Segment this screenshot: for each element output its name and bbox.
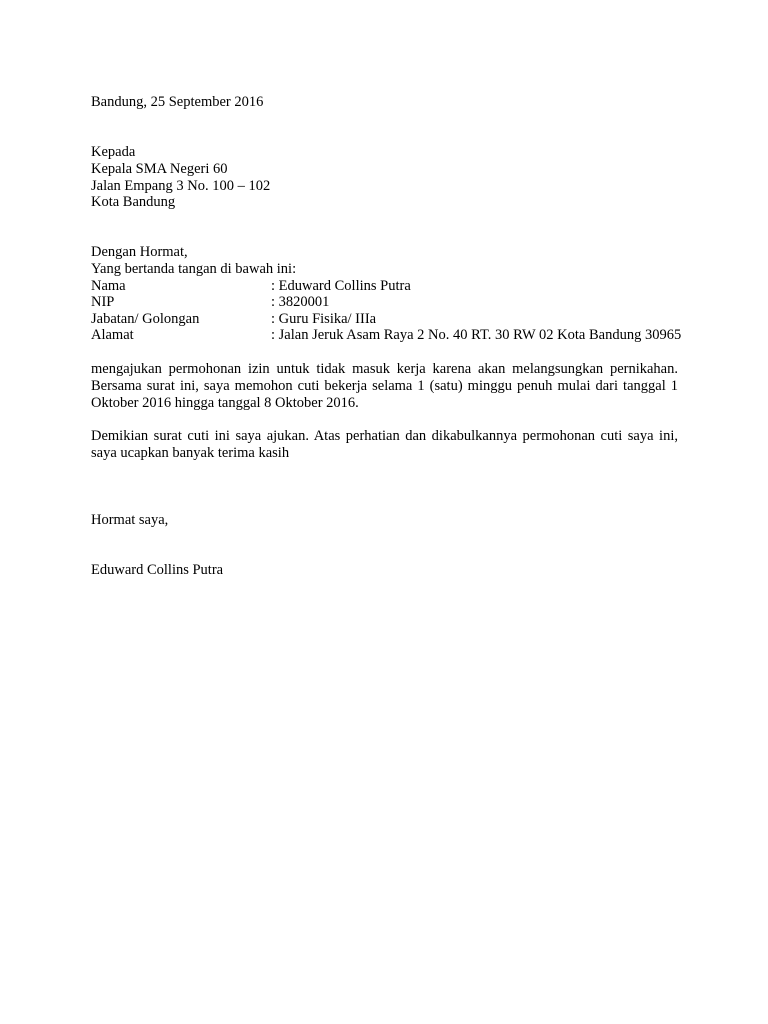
field-label-nama: Nama [91, 278, 126, 294]
field-value-jabatan: : Guru Fisika/ IIIa [271, 311, 377, 327]
body-paragraph-1-line: mengajukan permohonan izin untuk tidak masuk kerja karena akan melangsungkan pernikahan. [91, 361, 678, 377]
opening-greeting: Dengan Hormat, [91, 244, 188, 260]
intro-text: Yang bertanda tangan di bawah ini: [91, 261, 297, 277]
place-date: Bandung, 25 September 2016 [91, 94, 264, 110]
field-value-alamat: : Jalan Jeruk Asam Raya 2 No. 40 RT. 30 RW 02 Kota Bandung 30965 [271, 327, 682, 343]
field-value-nama: : Eduward Collins Putra [271, 278, 411, 294]
body-paragraph-1-line: Oktober 2016 hingga tanggal 8 Oktober 2016. [91, 395, 359, 411]
recipient-city: Kota Bandung [91, 194, 176, 210]
field-value-nip: : 3820001 [271, 294, 330, 310]
field-label-nip: NIP [91, 294, 115, 310]
body-paragraph-1-line: Bersama surat ini, saya memohon cuti bekerja selama 1 (satu) minggu penuh mulai dari tanggal 1 [91, 378, 678, 394]
body-paragraph-2-line: saya ucapkan banyak terima kasih [91, 445, 290, 461]
closing-text: Hormat saya, [91, 512, 169, 528]
field-label-jabatan: Jabatan/ Golongan [91, 311, 200, 327]
recipient-name: Kepala SMA Negeri 60 [91, 161, 228, 177]
body-paragraph-2-line: Demikian surat cuti ini saya ajukan. Atas perhatian dan dikabulkannya permohonan cuti saya ini, [91, 428, 678, 444]
signature-name: Eduward Collins Putra [91, 562, 224, 578]
field-label-alamat: Alamat [91, 327, 134, 343]
recipient-salutation: Kepada [91, 144, 136, 160]
recipient-street: Jalan Empang 3 No. 100 – 102 [91, 178, 271, 194]
